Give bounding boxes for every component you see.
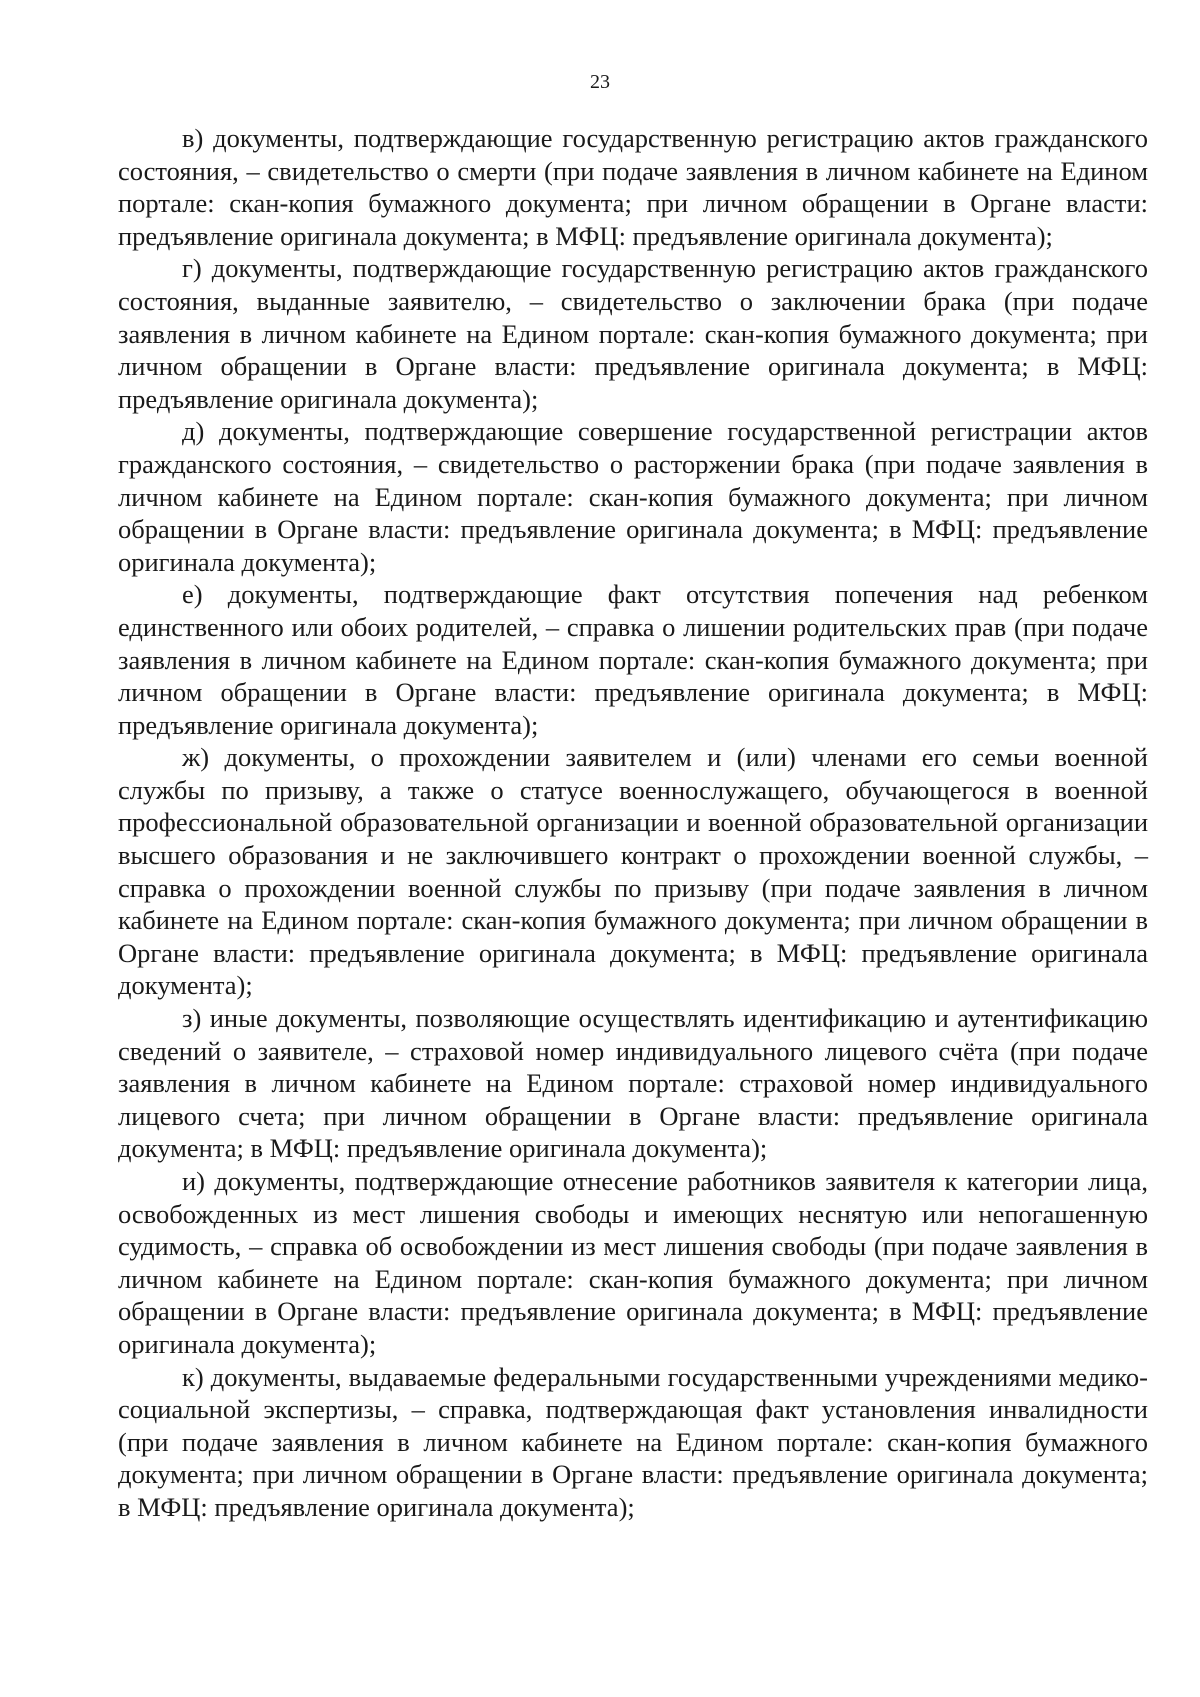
paragraph-z: з) иные документы, позволяющие осуществлять идентификацию и аутентификацию сведений о заявителе, – страховой номер индивидуального лицевого счёта (при подаче заявления в личном кабинете на Едином портале: страховой номер индивидуального лицевого счета; при личном обращении в Органе власти: предъявление оригинала документа; в МФЦ: предъявление оригинала документа); bbox=[118, 1003, 1148, 1164]
paragraph-g: г) документы, подтверждающие государственную регистрацию актов гражданского состояния, выданные заявителю, – свидетельство о заключении брака (при подаче заявления в личном кабинете на Едином портале: скан-копия бумажного документа; при личном обращении в Органе власти: предъявление оригинала документа; в МФЦ: предъявление оригинала документа); bbox=[118, 253, 1148, 414]
paragraph-e: е) документы, подтверждающие факт отсутствия попечения над ребенком единственного или обоих родителей, – справка о лишении родительских прав (при подаче заявления в личном кабинете на Едином портале: скан-копия бумажного документа; при личном обращении в Органе власти: предъявление оригинала документа; в МФЦ: предъявление оригинала документа); bbox=[118, 579, 1148, 740]
paragraph-k: к) документы, выдаваемые федеральными государственными учреждениями медико-социальной экспертизы, – справка, подтверждающая факт установления инвалидности (при подаче заявления в личном кабинете на Едином портале: скан-копия бумажного документа; при личном обращении в Органе власти: предъявление оригинала документа; в МФЦ: предъявление оригинала документа); bbox=[118, 1361, 1148, 1522]
page-number: 23 bbox=[590, 71, 610, 93]
document-body bbox=[118, 122, 1148, 1524]
paragraph-v: в) документы, подтверждающие государственную регистрацию актов гражданского состояния, – свидетельство о смерти (при подаче заявления в личном кабинете на Едином портале: скан-копия бумажного документа; при личном обращении в Органе власти: предъявление оригинала документа; в МФЦ: предъявление оригинала документа); bbox=[118, 123, 1148, 251]
paragraph-zh: ж) документы, о прохождении заявителем и (или) членами его семьи военной службы по призыву, а также о статусе военнослужащего, обучающегося в военной профессиональной образовательной организации и военной образовательной организации высшего образования и не заключившего контракт о прохождении военной службы, – справка о прохождении военной службы по призыву (при подаче заявления в личном кабинете на Едином портале: скан-копия бумажного документа; при личном обращении в Органе власти: предъявление оригинала документа; в МФЦ: предъявление оригинала документа); bbox=[118, 742, 1148, 1001]
paragraph-i: и) документы, подтверждающие отнесение работников заявителя к категории лица, освобожденных из мест лишения свободы и имеющих неснятую или непогашенную судимость, – справка об освобождении из мест лишения свободы (при подаче заявления в личном кабинете на Едином портале: скан-копия бумажного документа; при личном обращении в Органе власти: предъявление оригинала документа; в МФЦ: предъявление оригинала документа); bbox=[118, 1166, 1148, 1359]
paragraph-d: д) документы, подтверждающие совершение государственной регистрации актов гражданского состояния, – свидетельство о расторжении брака (при подаче заявления в личном кабинете на Едином портале: скан-копия бумажного документа; при личном обращении в Органе власти: предъявление оригинала документа; в МФЦ: предъявление оригинала документа); bbox=[118, 416, 1148, 577]
